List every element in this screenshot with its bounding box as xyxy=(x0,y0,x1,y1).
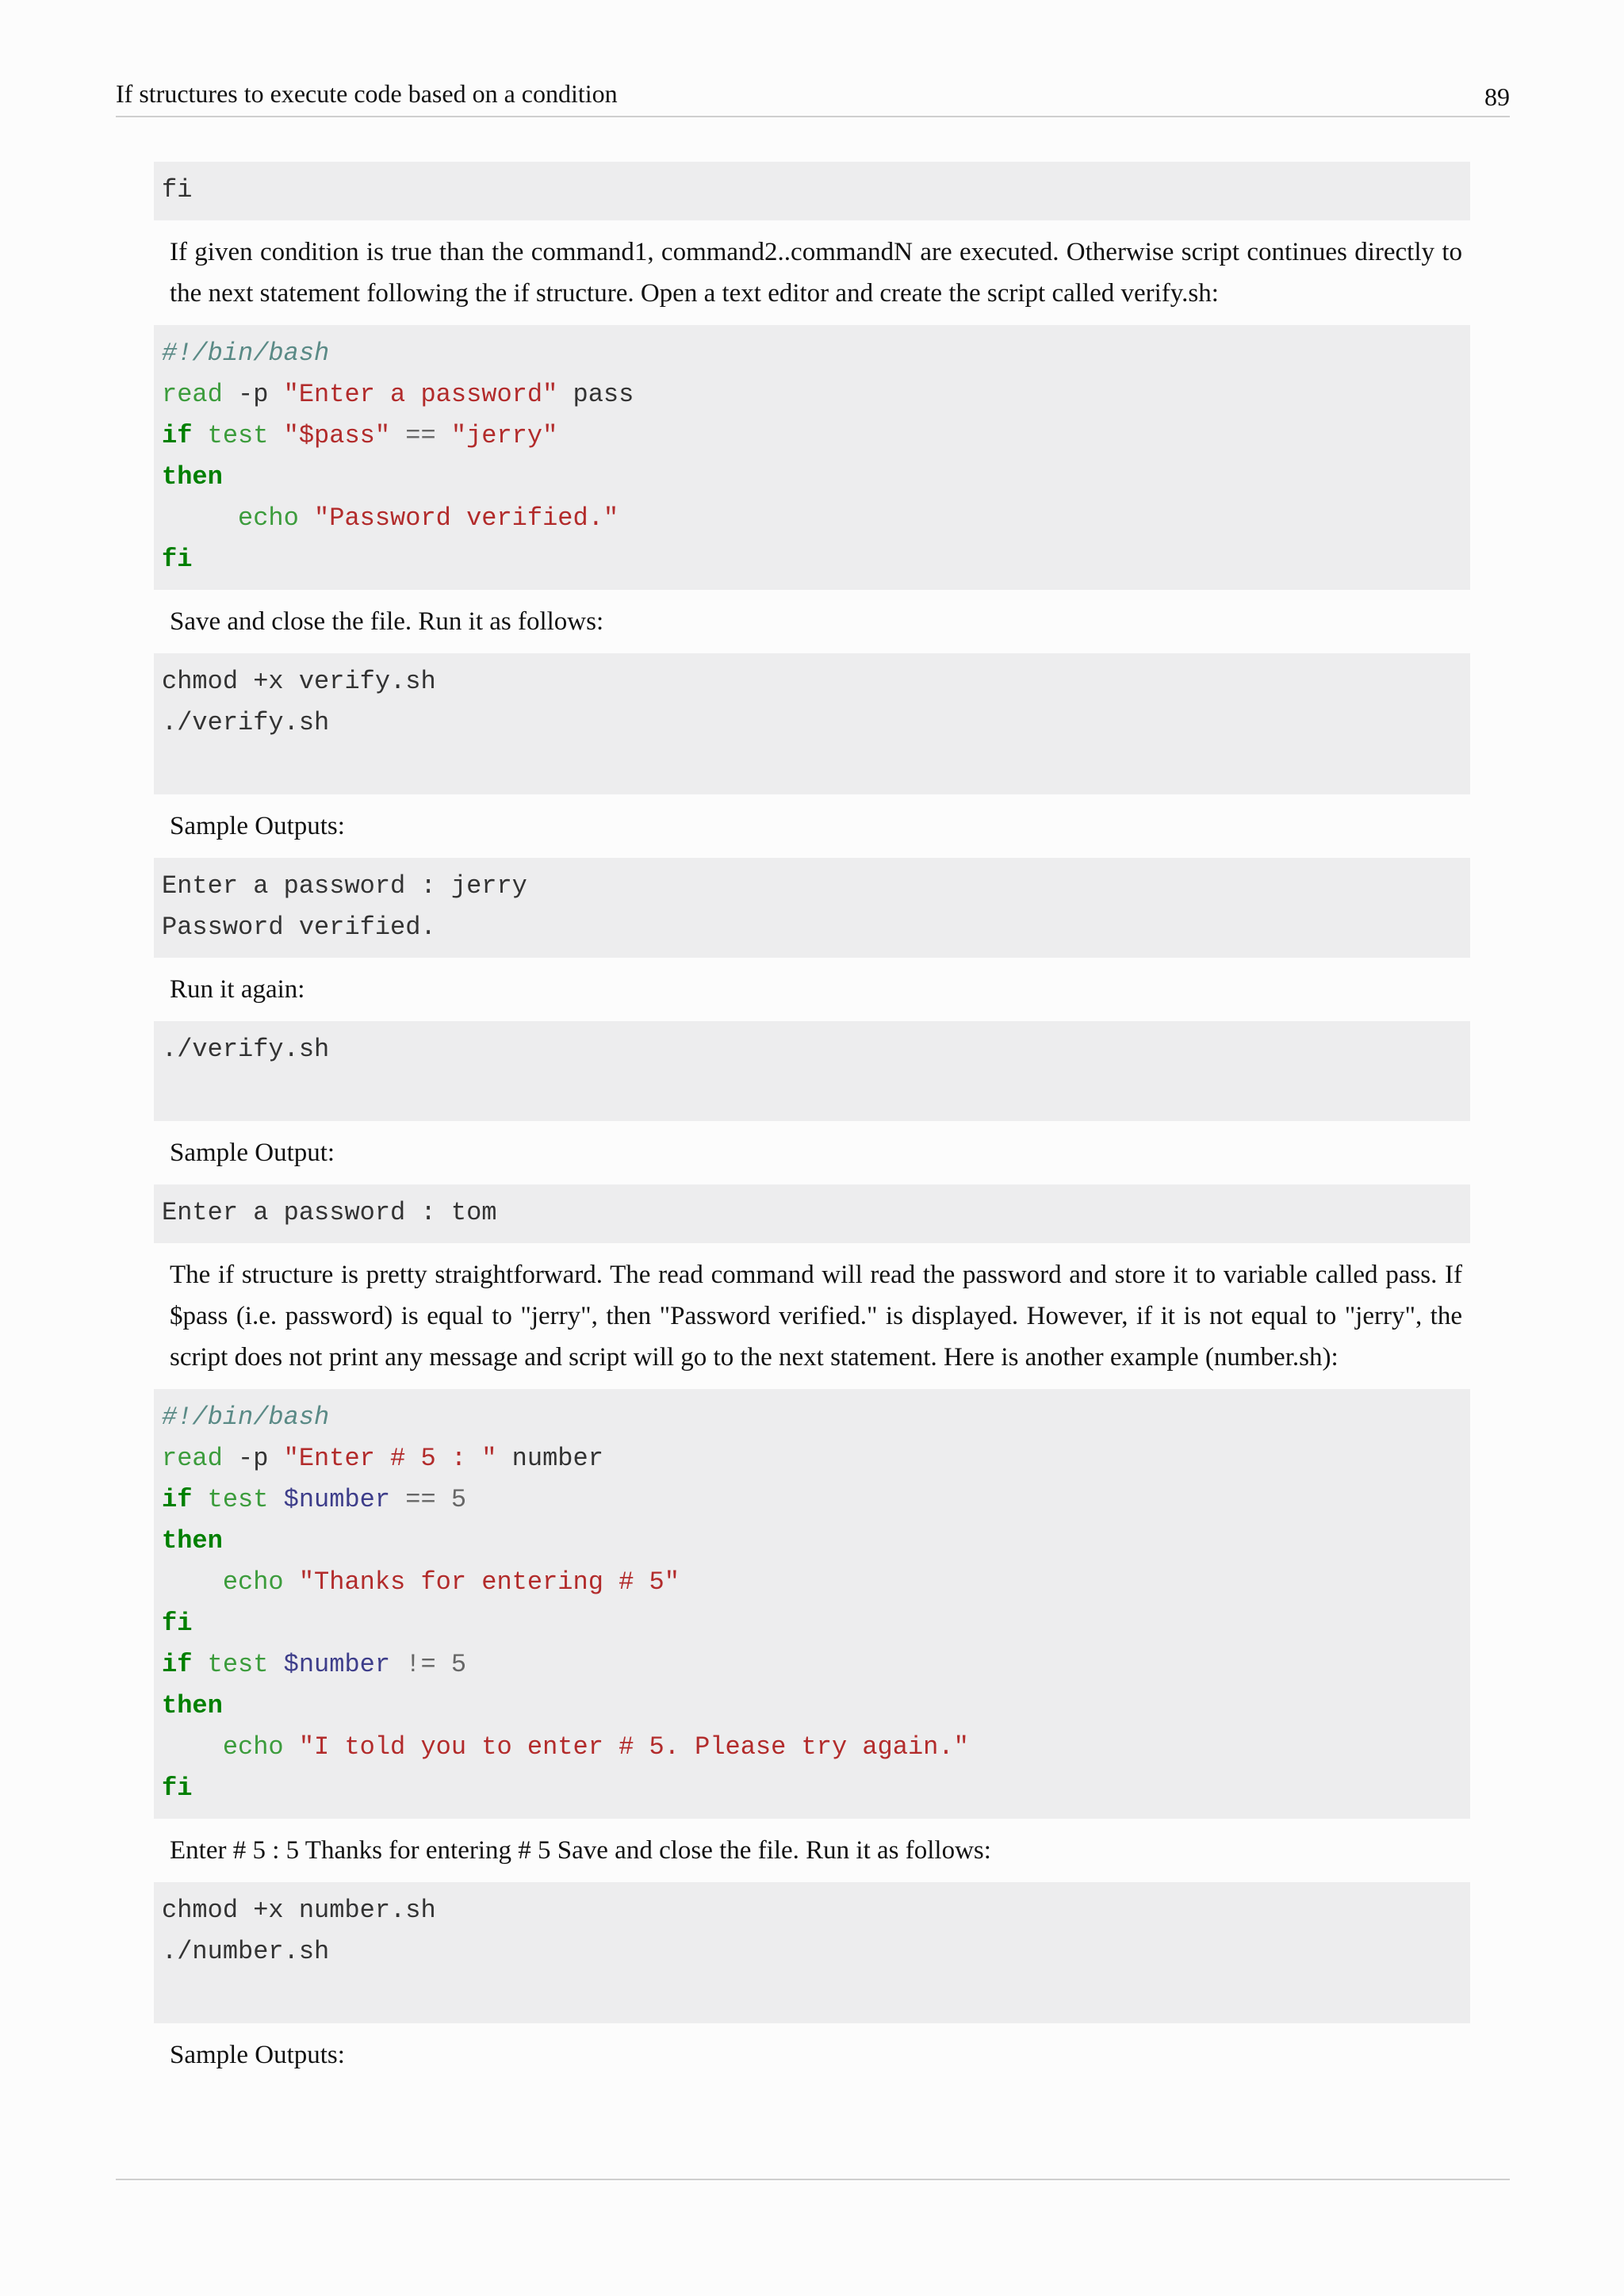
paragraph-save-run: Save and close the file. Run it as follows: xyxy=(170,607,604,636)
code-line: fi xyxy=(162,1609,193,1638)
code-line: then xyxy=(162,462,223,492)
code-line: if test $number == 5 xyxy=(162,1485,467,1514)
code-line: if test $number != 5 xyxy=(162,1650,467,1679)
code-line: then xyxy=(162,1691,223,1720)
code-line: ./number.sh xyxy=(162,1937,330,1966)
code-block-number-script xyxy=(154,1389,1470,1819)
code-line: fi xyxy=(162,175,193,205)
code-line: #!/bin/bash xyxy=(162,1402,330,1432)
page-content xyxy=(162,162,1462,2087)
code-line: echo "Password verified." xyxy=(238,503,619,533)
code-line: echo "I told you to enter # 5. Please try again." xyxy=(222,1732,969,1762)
paragraph-sample-outputs-final: Sample Outputs: xyxy=(170,2041,345,2069)
paragraph-sample-output: Sample Output: xyxy=(170,1138,335,1167)
footer-divider xyxy=(116,2179,1510,2180)
code-line: read -p "Enter # 5 : " number xyxy=(162,1444,603,1473)
running-title: If structures to execute code based on a condition xyxy=(116,79,618,108)
paragraph-if-explanation: The if structure is pretty straightforward. The read command will read the password and store it to variable called pass. If $pass (i.e. password) is equal to "jerry", then "Password verified." is displayed. However, if it is not equal to "jerry", the script does not print any message and script will go to the next statement. Here is another example (number.sh): xyxy=(170,1261,1462,1372)
code-block-output-jerry xyxy=(154,858,1470,958)
code-block-verify-script xyxy=(154,325,1470,590)
paragraph-sample-outputs: Sample Outputs: xyxy=(170,812,345,840)
code-line: chmod +x verify.sh xyxy=(162,667,436,696)
code-line: Password verified. xyxy=(162,913,436,942)
page-number: 89 xyxy=(1484,82,1510,111)
code-line: chmod +x number.sh xyxy=(162,1896,436,1925)
code-line: Enter a password : tom xyxy=(162,1198,497,1227)
paragraph-if-description: If given condition is true than the command1, command2..commandN are executed. Otherwise script continues directly to the next statement following the if structure. Open a text editor and create the script called verify.sh: xyxy=(170,238,1462,308)
code-line: if test "$pass" == "jerry" xyxy=(162,421,558,450)
code-line: echo "Thanks for entering # 5" xyxy=(222,1567,680,1597)
code-line: fi xyxy=(162,545,193,574)
code-block-chmod-verify xyxy=(154,653,1470,794)
code-block-run-verify xyxy=(154,1021,1470,1121)
code-line: then xyxy=(162,1526,223,1556)
code-block-chmod-number xyxy=(154,1882,1470,2023)
code-line: Enter a password : jerry xyxy=(162,871,527,901)
code-line: ./verify.sh xyxy=(162,1035,330,1064)
code-line: fi xyxy=(162,1774,193,1803)
code-block-output-tom xyxy=(154,1184,1470,1243)
paragraph-number-output: Enter # 5 : 5 Thanks for entering # 5 Save and close the file. Run it as follows: xyxy=(170,1836,991,1865)
page-header xyxy=(116,79,1510,117)
code-block-fi xyxy=(154,162,1470,220)
code-line: read -p "Enter a password" pass xyxy=(162,380,634,409)
code-line: #!/bin/bash xyxy=(162,339,330,368)
paragraph-run-again: Run it again: xyxy=(170,975,305,1004)
code-line: ./verify.sh xyxy=(162,708,330,737)
